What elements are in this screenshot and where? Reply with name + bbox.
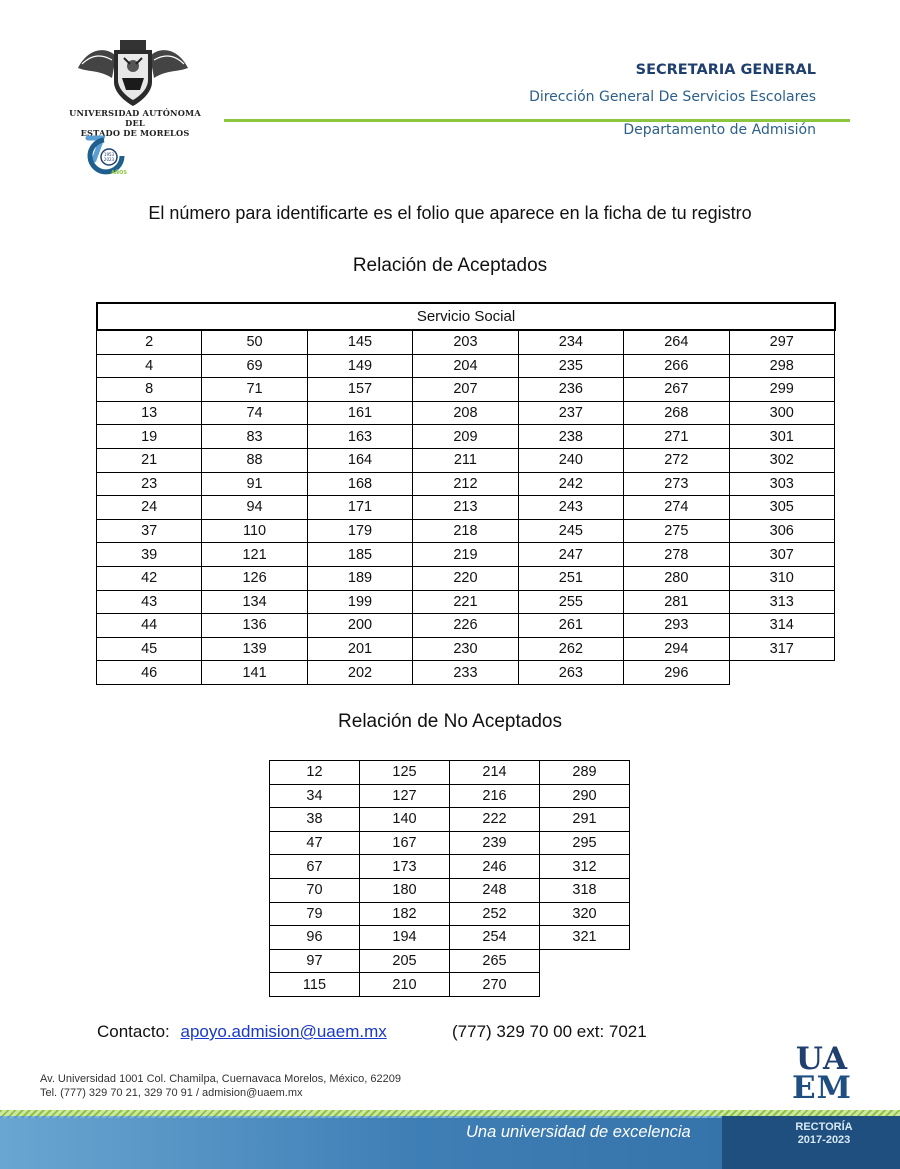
folio-cell: 69: [202, 354, 307, 378]
folio-cell: 211: [413, 448, 518, 472]
folio-cell: 208: [413, 401, 518, 425]
university-name-line2: ESTADO DE MORELOS: [80, 128, 190, 138]
folio-cell: 307: [729, 543, 834, 567]
intro-text: El número para identificarte es el folio que aparece en la ficha de tu registro: [148, 203, 752, 223]
folio-cell: 289: [539, 761, 629, 785]
folio-cell: 267: [624, 378, 729, 402]
folio-cell: 218: [413, 519, 518, 543]
folio-cell: 97: [270, 949, 360, 973]
folio-cell: 242: [518, 472, 623, 496]
folio-cell: 182: [359, 902, 449, 926]
table-row: [97, 425, 835, 449]
folio-cell: 278: [624, 543, 729, 567]
table-row: [97, 401, 835, 425]
folio-cell: 210: [359, 973, 449, 997]
folio-cell: 19: [97, 425, 202, 449]
folio-cell: 265: [449, 949, 539, 973]
folio-cell: 88: [202, 448, 307, 472]
table-row: [97, 637, 835, 661]
folio-cell: 320: [539, 902, 629, 926]
folio-cell: 43: [97, 590, 202, 614]
folio-cell: 171: [307, 496, 412, 520]
folio-cell: 263: [518, 661, 623, 685]
folio-cell: 314: [729, 614, 834, 638]
table-row: [97, 448, 835, 472]
contact-label: Contacto:: [97, 1022, 170, 1041]
folio-cell: 233: [413, 661, 518, 685]
table-row: [270, 831, 630, 855]
folio-cell: 280: [624, 566, 729, 590]
folio-cell: 161: [307, 401, 412, 425]
folio-cell: 246: [449, 855, 539, 879]
folio-cell: 21: [97, 448, 202, 472]
rectoria-label: [782, 1121, 866, 1147]
folio-cell: 281: [624, 590, 729, 614]
folio-cell: 294: [624, 637, 729, 661]
aceptados-heading: Relación de Aceptados: [352, 255, 548, 276]
folio-cell: 312: [539, 855, 629, 879]
folio-cell: 254: [449, 926, 539, 950]
anniversary-70-logo: [82, 130, 128, 176]
folio-cell: 194: [359, 926, 449, 950]
folio-cell: 298: [729, 354, 834, 378]
uaem-logo: [792, 1041, 852, 1106]
folio-cell: 252: [449, 902, 539, 926]
folio-cell: 39: [97, 543, 202, 567]
folio-cell: 164: [307, 448, 412, 472]
folio-cell: 125: [359, 761, 449, 785]
contact-phone: (777) 329 70 00 ext: 7021: [452, 1022, 647, 1041]
folio-cell: 204: [413, 354, 518, 378]
folio-cell: 167: [359, 831, 449, 855]
table-row: [97, 543, 835, 567]
folio-cell: 313: [729, 590, 834, 614]
folio-cell: 42: [97, 566, 202, 590]
folio-cell: 126: [202, 566, 307, 590]
folio-cell: 50: [202, 331, 307, 355]
folio-cell: 299: [729, 378, 834, 402]
footer-slogan: Una universidad de excelencia: [466, 1123, 691, 1141]
folio-cell: 185: [307, 543, 412, 567]
folio-cell: 200: [307, 614, 412, 638]
contact-line: [97, 1022, 387, 1042]
folio-cell: 2: [97, 331, 202, 355]
table-row: [270, 761, 630, 785]
folio-cell: 139: [202, 637, 307, 661]
folio-cell: 251: [518, 566, 623, 590]
table-row: [270, 902, 630, 926]
no-aceptados-heading: Relación de No Aceptados: [338, 711, 562, 732]
folio-cell: 261: [518, 614, 623, 638]
folio-cell: 264: [624, 331, 729, 355]
folio-cell: [539, 973, 629, 997]
folio-cell: 91: [202, 472, 307, 496]
folio-cell: 293: [624, 614, 729, 638]
folio-cell: 297: [729, 331, 834, 355]
folio-cell: 245: [518, 519, 623, 543]
table-row: [97, 354, 835, 378]
departamento: Departamento de Admisión: [623, 122, 816, 138]
folio-cell: 272: [624, 448, 729, 472]
folio-cell: 310: [729, 566, 834, 590]
folio-cell: 168: [307, 472, 412, 496]
folio-cell: 219: [413, 543, 518, 567]
table-row: [97, 614, 835, 638]
folio-cell: 226: [413, 614, 518, 638]
folio-cell: 140: [359, 808, 449, 832]
table-row: [97, 378, 835, 402]
folio-cell: 248: [449, 878, 539, 902]
table-row: [270, 926, 630, 950]
uaem-logo-top: UA: [795, 1041, 849, 1077]
folio-cell: 207: [413, 378, 518, 402]
folio-cell: 127: [359, 784, 449, 808]
folio-cell: 216: [449, 784, 539, 808]
svg-text:2023: 2023: [103, 157, 115, 162]
folio-cell: 300: [729, 401, 834, 425]
university-name-line1: UNIVERSIDAD AUTÓNOMA DEL: [69, 108, 201, 128]
svg-text:1953: 1953: [103, 152, 115, 157]
folio-cell: 255: [518, 590, 623, 614]
folio-cell: 274: [624, 496, 729, 520]
folio-cell: 134: [202, 590, 307, 614]
folio-cell: 295: [539, 831, 629, 855]
table-row: [270, 784, 630, 808]
folio-cell: 8: [97, 378, 202, 402]
table-row: [270, 949, 630, 973]
folio-cell: 74: [202, 401, 307, 425]
address-line1: Av. Universidad 1001 Col. Chamilpa, Cuernavaca Morelos, México, 62209: [40, 1073, 401, 1085]
folio-cell: 136: [202, 614, 307, 638]
folio-cell: 296: [624, 661, 729, 685]
folio-cell: 71: [202, 378, 307, 402]
folio-cell: 12: [270, 761, 360, 785]
folio-cell: 38: [270, 808, 360, 832]
folio-cell: 238: [518, 425, 623, 449]
table-row: [97, 331, 835, 355]
folio-cell: 239: [449, 831, 539, 855]
folio-cell: 141: [202, 661, 307, 685]
table-row: [97, 566, 835, 590]
folio-cell: 13: [97, 401, 202, 425]
folio-cell: 234: [518, 331, 623, 355]
folio-cell: 202: [307, 661, 412, 685]
folio-cell: 221: [413, 590, 518, 614]
table-row: [97, 519, 835, 543]
folio-cell: 110: [202, 519, 307, 543]
folio-cell: 34: [270, 784, 360, 808]
table-row: [270, 878, 630, 902]
folio-cell: 214: [449, 761, 539, 785]
table-row: [97, 472, 835, 496]
folio-cell: 268: [624, 401, 729, 425]
folio-cell: 115: [270, 973, 360, 997]
folio-cell: 45: [97, 637, 202, 661]
table-row: [97, 590, 835, 614]
footer-address: [40, 1072, 401, 1100]
folio-cell: 83: [202, 425, 307, 449]
secretaria-general: SECRETARIA GENERAL: [635, 62, 816, 78]
folio-cell: 303: [729, 472, 834, 496]
folio-cell: 271: [624, 425, 729, 449]
folio-cell: 149: [307, 354, 412, 378]
folio-cell: 240: [518, 448, 623, 472]
folio-cell: 318: [539, 878, 629, 902]
folio-cell: 306: [729, 519, 834, 543]
folio-cell: 199: [307, 590, 412, 614]
folio-cell: 305: [729, 496, 834, 520]
folio-cell: 203: [413, 331, 518, 355]
direccion-general: Dirección General De Servicios Escolares: [529, 89, 816, 105]
rectoria-line2: 2017-2023: [797, 1134, 851, 1146]
folio-cell: 243: [518, 496, 623, 520]
folio-cell: 4: [97, 354, 202, 378]
folio-cell: 275: [624, 519, 729, 543]
folio-cell: 317: [729, 637, 834, 661]
folio-cell: 23: [97, 472, 202, 496]
folio-cell: 201: [307, 637, 412, 661]
folio-cell: 189: [307, 566, 412, 590]
folio-cell: 266: [624, 354, 729, 378]
servicio-social-title: Servicio Social: [96, 302, 836, 331]
folio-cell: 212: [413, 472, 518, 496]
svg-text:AÑOS: AÑOS: [111, 170, 127, 176]
folio-cell: 301: [729, 425, 834, 449]
folio-cell: 79: [270, 902, 360, 926]
folio-cell: 44: [97, 614, 202, 638]
folio-cell: 173: [359, 855, 449, 879]
folio-cell: 235: [518, 354, 623, 378]
folio-cell: 236: [518, 378, 623, 402]
folio-cell: 270: [449, 973, 539, 997]
folio-cell: 273: [624, 472, 729, 496]
table-row: [97, 661, 835, 685]
table-row: [97, 496, 835, 520]
folio-cell: 94: [202, 496, 307, 520]
coat-of-arms-icon: [68, 38, 198, 108]
folio-cell: 222: [449, 808, 539, 832]
folio-cell: 290: [539, 784, 629, 808]
folio-cell: 179: [307, 519, 412, 543]
folio-cell: 247: [518, 543, 623, 567]
uaem-logo-bottom: EM: [792, 1070, 852, 1106]
no-aceptados-table: [269, 760, 630, 997]
folio-cell: 213: [413, 496, 518, 520]
folio-cell: 262: [518, 637, 623, 661]
folio-cell: 205: [359, 949, 449, 973]
folio-cell: 121: [202, 543, 307, 567]
folio-cell: 321: [539, 926, 629, 950]
folio-cell: 145: [307, 331, 412, 355]
aceptados-table: [96, 330, 835, 685]
folio-cell: 163: [307, 425, 412, 449]
folio-cell: 67: [270, 855, 360, 879]
table-row: [270, 973, 630, 997]
folio-cell: 302: [729, 448, 834, 472]
table-row: [270, 808, 630, 832]
folio-cell: 237: [518, 401, 623, 425]
folio-cell: 70: [270, 878, 360, 902]
folio-cell: 47: [270, 831, 360, 855]
folio-cell: 230: [413, 637, 518, 661]
folio-cell: 209: [413, 425, 518, 449]
rectoria-line1: RECTORÍA: [795, 1121, 853, 1133]
folio-cell: 157: [307, 378, 412, 402]
address-line2: Tel. (777) 329 70 21, 329 70 91 / admision@uaem.mx: [40, 1087, 303, 1099]
table-row: [270, 855, 630, 879]
folio-cell: [539, 949, 629, 973]
folio-cell: 291: [539, 808, 629, 832]
folio-cell: 220: [413, 566, 518, 590]
folio-cell: 24: [97, 496, 202, 520]
folio-cell: 180: [359, 878, 449, 902]
folio-cell: [729, 661, 834, 685]
contact-email-link[interactable]: apoyo.admision@uaem.mx: [180, 1022, 387, 1041]
folio-cell: 37: [97, 519, 202, 543]
folio-cell: 46: [97, 661, 202, 685]
folio-cell: 96: [270, 926, 360, 950]
